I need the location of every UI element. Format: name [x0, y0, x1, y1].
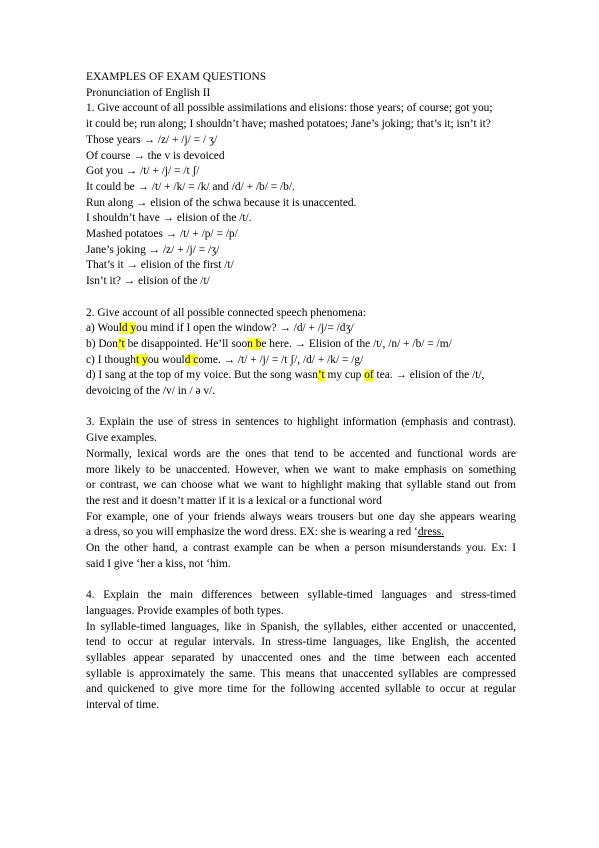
- answer-line: Those years → /z/ + /j/ = / ʒ/: [86, 133, 218, 146]
- answer-line: Run along → elision of the schwa because it is unaccented.: [86, 196, 357, 209]
- paragraph-line: On the other hand, a contrast example can be when a person misunderstands you. Ex: I: [86, 542, 516, 555]
- text-run: b) Don: [86, 337, 118, 350]
- paragraph-line: syllable is approximately the same. This means that unaccented syllables are compressed: [86, 667, 516, 680]
- spacer: [86, 572, 516, 588]
- spacer: [86, 400, 516, 416]
- question-2: 2. Give account of all possible connected speech phenomena:: [86, 306, 366, 319]
- text-run: be disappointed. He’ll soo: [124, 337, 248, 350]
- answer-line: Got you → /t/ + /j/ = /t ʃ/: [86, 165, 200, 178]
- answer-line-d: [86, 368, 516, 384]
- text-run: ome. → /t/ + /j/ = /t ʃ/, /d/ + /k/ = /g/: [198, 353, 364, 366]
- document-title: EXAMPLES OF EXAM QUESTIONS: [86, 71, 267, 83]
- paragraph-line: [86, 525, 516, 541]
- paragraph-line: interval of time.: [86, 699, 160, 712]
- document-subtitle: Pronunciation of English II: [86, 86, 211, 99]
- paragraph-line: Normally, lexical words are the ones that tend to be accented and functional words are: [86, 447, 516, 460]
- text-run: d) I sang at the top of my voice. But the song wasn: [86, 369, 318, 382]
- answer-line-b: [86, 337, 516, 353]
- highlight: d c: [184, 353, 199, 366]
- paragraph-line: syllables appear separated by unaccented ones and the time between each accented: [86, 651, 516, 664]
- answer-line: Jane’s joking → /z/ + /j/ = /ʒ/: [86, 243, 220, 256]
- answer-line-d-cont: devoicing of the /v/ in / ə v/.: [86, 385, 216, 398]
- highlight: t y: [135, 353, 148, 366]
- answer-line-a: [86, 321, 516, 337]
- text-run: c) I though: [86, 353, 136, 366]
- text-run: e here. → Elision of the /t/, /n/ + /b/ = /m/: [261, 337, 452, 350]
- spacer: [86, 290, 516, 306]
- answer-line-c: [86, 353, 516, 369]
- highlight: ’t: [317, 369, 325, 382]
- text-run: a dress, so you will emphasize the word dress. EX: she is wearing a red ‘: [86, 526, 418, 539]
- answer-line: I shouldn’t have → elision of the /t/.: [86, 212, 252, 225]
- paragraph-line: more likely to be unaccented. However, when we want to make emphasis on something: [86, 463, 516, 476]
- paragraph-line: the rest and it doesn’t matter if it is a lexical or a functional word: [86, 494, 382, 507]
- question-4-cont: languages. Provide examples of both types.: [86, 604, 284, 617]
- underlined-word: dress.: [417, 526, 445, 539]
- answer-line: Isn’t it? → elision of the /t/: [86, 275, 210, 288]
- text-run: my cup: [324, 369, 365, 382]
- question-3-cont: Give examples.: [86, 432, 157, 445]
- highlight: n b: [247, 337, 262, 350]
- highlight: ’t: [117, 337, 125, 350]
- paragraph-line: For example, one of your friends always wears trousers but one day she appears wearing: [86, 510, 516, 523]
- question-3: 3. Explain the use of stress in sentences to highlight information (emphasis and contrast).: [86, 416, 516, 429]
- text-run: a) Wou: [86, 322, 119, 335]
- paragraph-line: or contrast, we can choose what we want to highlight making that syllable stand out from: [86, 479, 516, 492]
- question-4: 4. Explain the main differences between syllable-timed languages and stress-timed: [86, 589, 516, 602]
- highlight: of: [364, 369, 374, 382]
- answer-line: Of course → the v is devoiced: [86, 149, 225, 162]
- question-1-cont: it could be; run along; I shouldn’t have; mashed potatoes; Jane’s joking; that’s it; isn’t it?: [86, 118, 491, 131]
- document-body: [86, 70, 516, 714]
- question-1: 1. Give account of all possible assimilations and elisions: those years; of course; got you;: [86, 102, 493, 115]
- text-run: tea. → elision of the /t/,: [373, 369, 485, 382]
- answer-line: It could be → /t/ + /k/ = /k/ and /d/ + /b/ = /b/.: [86, 180, 295, 193]
- paragraph-line: and quickened to give more time for the following accented syllable to occur at regular: [86, 683, 516, 696]
- paragraph-line: In syllable-timed languages, like in Spanish, the syllables, either accented or unaccented,: [86, 620, 516, 633]
- paragraph-line: said I give ‘her a kiss, not ‘him.: [86, 557, 231, 570]
- highlight: ld y: [118, 322, 137, 335]
- answer-line: Mashed potatoes → /t/ + /p/ = /p/: [86, 228, 238, 241]
- text-run: ou woul: [147, 353, 185, 366]
- paragraph-line: tend to occur at regular intervals. In stress-time languages, like English, the accented: [86, 636, 516, 649]
- answer-line: That’s it → elision of the first /t/: [86, 259, 234, 272]
- text-run: ou mind if I open the window? → /d/ + /j/= /dʒ/: [136, 322, 354, 335]
